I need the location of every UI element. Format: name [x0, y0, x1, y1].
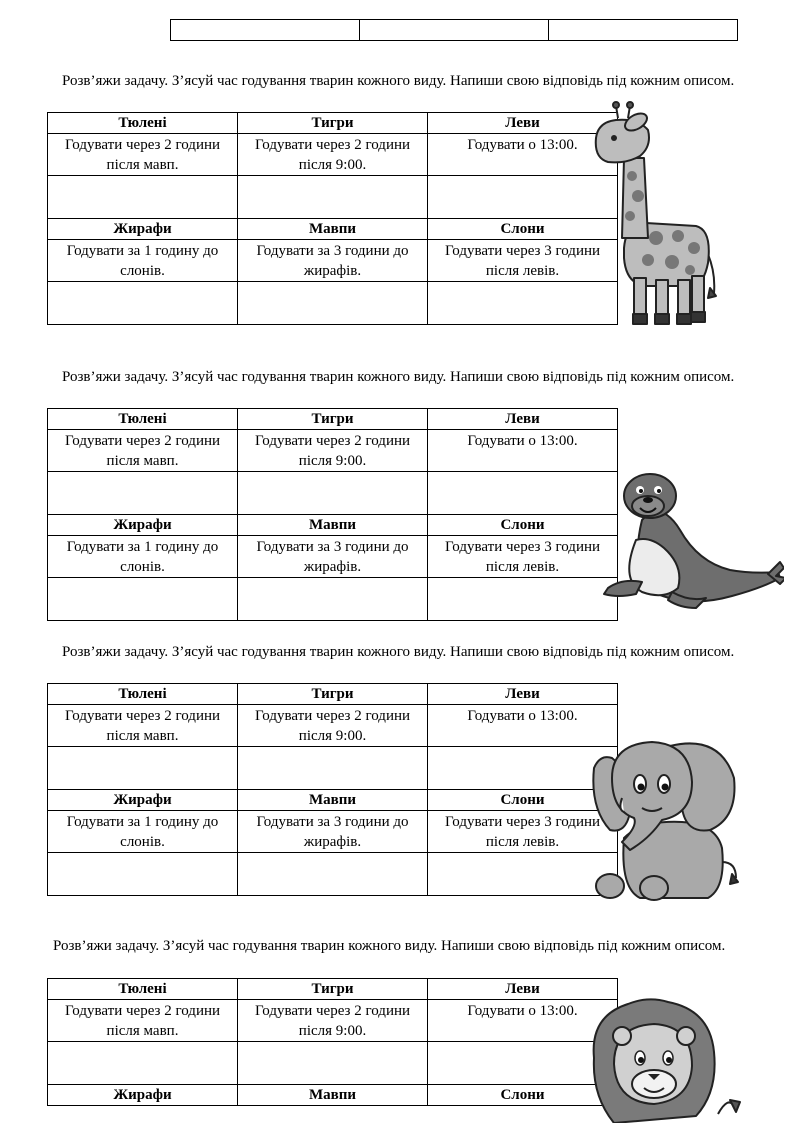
feeding-table — [47, 408, 618, 621]
header-tigers: Тигри — [238, 684, 428, 705]
answer-monkeys[interactable] — [238, 282, 428, 325]
desc-tigers: Годувати через 2 години після 9:00. — [238, 705, 428, 747]
header-elephants: Слони — [428, 790, 618, 811]
answer-lions[interactable] — [428, 747, 618, 790]
task-instruction: Розв’яжи задачу. З’ясуй час годування тварин кожного виду. Напиши свою відповідь під кожним описом. — [62, 73, 735, 89]
header-monkeys: Мавпи — [238, 790, 428, 811]
desc-monkeys: Годувати за 3 години до жирафів. — [238, 811, 428, 853]
header-seals: Тюлені — [48, 409, 238, 430]
task-instruction: Розв’яжи задачу. З’ясуй час годування тварин кожного виду. Напиши свою відповідь під кожним описом. — [62, 644, 735, 660]
desc-monkeys: Годувати за 3 години до жирафів. — [238, 536, 428, 578]
header-monkeys: Мавпи — [238, 1085, 428, 1106]
desc-giraffes: Годувати за 1 годину до слонів. — [48, 811, 238, 853]
answer-elephants[interactable] — [428, 578, 618, 621]
desc-elephants: Годувати через 3 години після левів. — [428, 240, 618, 282]
answer-giraffes[interactable] — [48, 853, 238, 896]
header-giraffes: Жирафи — [48, 515, 238, 536]
desc-giraffes: Годувати за 1 годину до слонів. — [48, 240, 238, 282]
desc-lions: Годувати о 13:00. — [428, 1000, 618, 1042]
answer-seals[interactable] — [48, 472, 238, 515]
answer-tigers[interactable] — [238, 176, 428, 219]
header-tigers: Тигри — [238, 979, 428, 1000]
giraffe-illustration — [586, 98, 726, 330]
seal-illustration — [602, 470, 784, 612]
answer-lions[interactable] — [428, 472, 618, 515]
header-lions: Леви — [428, 113, 618, 134]
desc-seals: Годувати через 2 години після мавп. — [48, 430, 238, 472]
header-lions: Леви — [428, 409, 618, 430]
answer-elephants[interactable] — [428, 853, 618, 896]
answer-monkeys[interactable] — [238, 853, 428, 896]
answer-tigers[interactable] — [238, 1042, 428, 1085]
answer-monkeys[interactable] — [238, 578, 428, 621]
header-monkeys: Мавпи — [238, 515, 428, 536]
lion-illustration — [588, 996, 744, 1123]
desc-tigers: Годувати через 2 години після 9:00. — [238, 1000, 428, 1042]
answer-tigers[interactable] — [238, 747, 428, 790]
desc-seals: Годувати через 2 години після мавп. — [48, 134, 238, 176]
header-tigers: Тигри — [238, 113, 428, 134]
top-cell-2[interactable] — [360, 20, 549, 41]
top-cell-1[interactable] — [171, 20, 360, 41]
elephant-illustration — [590, 738, 742, 904]
desc-tigers: Годувати через 2 години після 9:00. — [238, 430, 428, 472]
header-seals: Тюлені — [48, 979, 238, 1000]
answer-giraffes[interactable] — [48, 578, 238, 621]
answer-seals[interactable] — [48, 1042, 238, 1085]
header-elephants: Слони — [428, 219, 618, 240]
top-answer-table — [170, 19, 738, 41]
desc-seals: Годувати через 2 години після мавп. — [48, 705, 238, 747]
header-lions: Леви — [428, 979, 618, 1000]
header-seals: Тюлені — [48, 684, 238, 705]
answer-giraffes[interactable] — [48, 282, 238, 325]
top-cell-3[interactable] — [549, 20, 738, 41]
desc-elephants: Годувати через 3 години після левів. — [428, 536, 618, 578]
header-giraffes: Жирафи — [48, 790, 238, 811]
desc-seals: Годувати через 2 години після мавп. — [48, 1000, 238, 1042]
header-lions: Леви — [428, 684, 618, 705]
answer-seals[interactable] — [48, 747, 238, 790]
task-instruction: Розв’яжи задачу. З’ясуй час годування тварин кожного виду. Напиши свою відповідь під кожним описом. — [53, 938, 726, 954]
desc-elephants: Годувати через 3 години після левів. — [428, 811, 618, 853]
header-giraffes: Жирафи — [48, 1085, 238, 1106]
header-seals: Тюлені — [48, 113, 238, 134]
header-elephants: Слони — [428, 1085, 618, 1106]
desc-tigers: Годувати через 2 години після 9:00. — [238, 134, 428, 176]
task-instruction: Розв’яжи задачу. З’ясуй час годування тварин кожного виду. Напиши свою відповідь під кожним описом. — [62, 369, 735, 385]
header-giraffes: Жирафи — [48, 219, 238, 240]
answer-tigers[interactable] — [238, 472, 428, 515]
feeding-table — [47, 683, 618, 896]
desc-lions: Годувати о 13:00. — [428, 430, 618, 472]
answer-seals[interactable] — [48, 176, 238, 219]
header-elephants: Слони — [428, 515, 618, 536]
header-tigers: Тигри — [238, 409, 428, 430]
desc-lions: Годувати о 13:00. — [428, 134, 618, 176]
feeding-table — [47, 112, 618, 325]
desc-lions: Годувати о 13:00. — [428, 705, 618, 747]
desc-monkeys: Годувати за 3 години до жирафів. — [238, 240, 428, 282]
desc-giraffes: Годувати за 1 годину до слонів. — [48, 536, 238, 578]
header-monkeys: Мавпи — [238, 219, 428, 240]
feeding-table — [47, 978, 618, 1106]
